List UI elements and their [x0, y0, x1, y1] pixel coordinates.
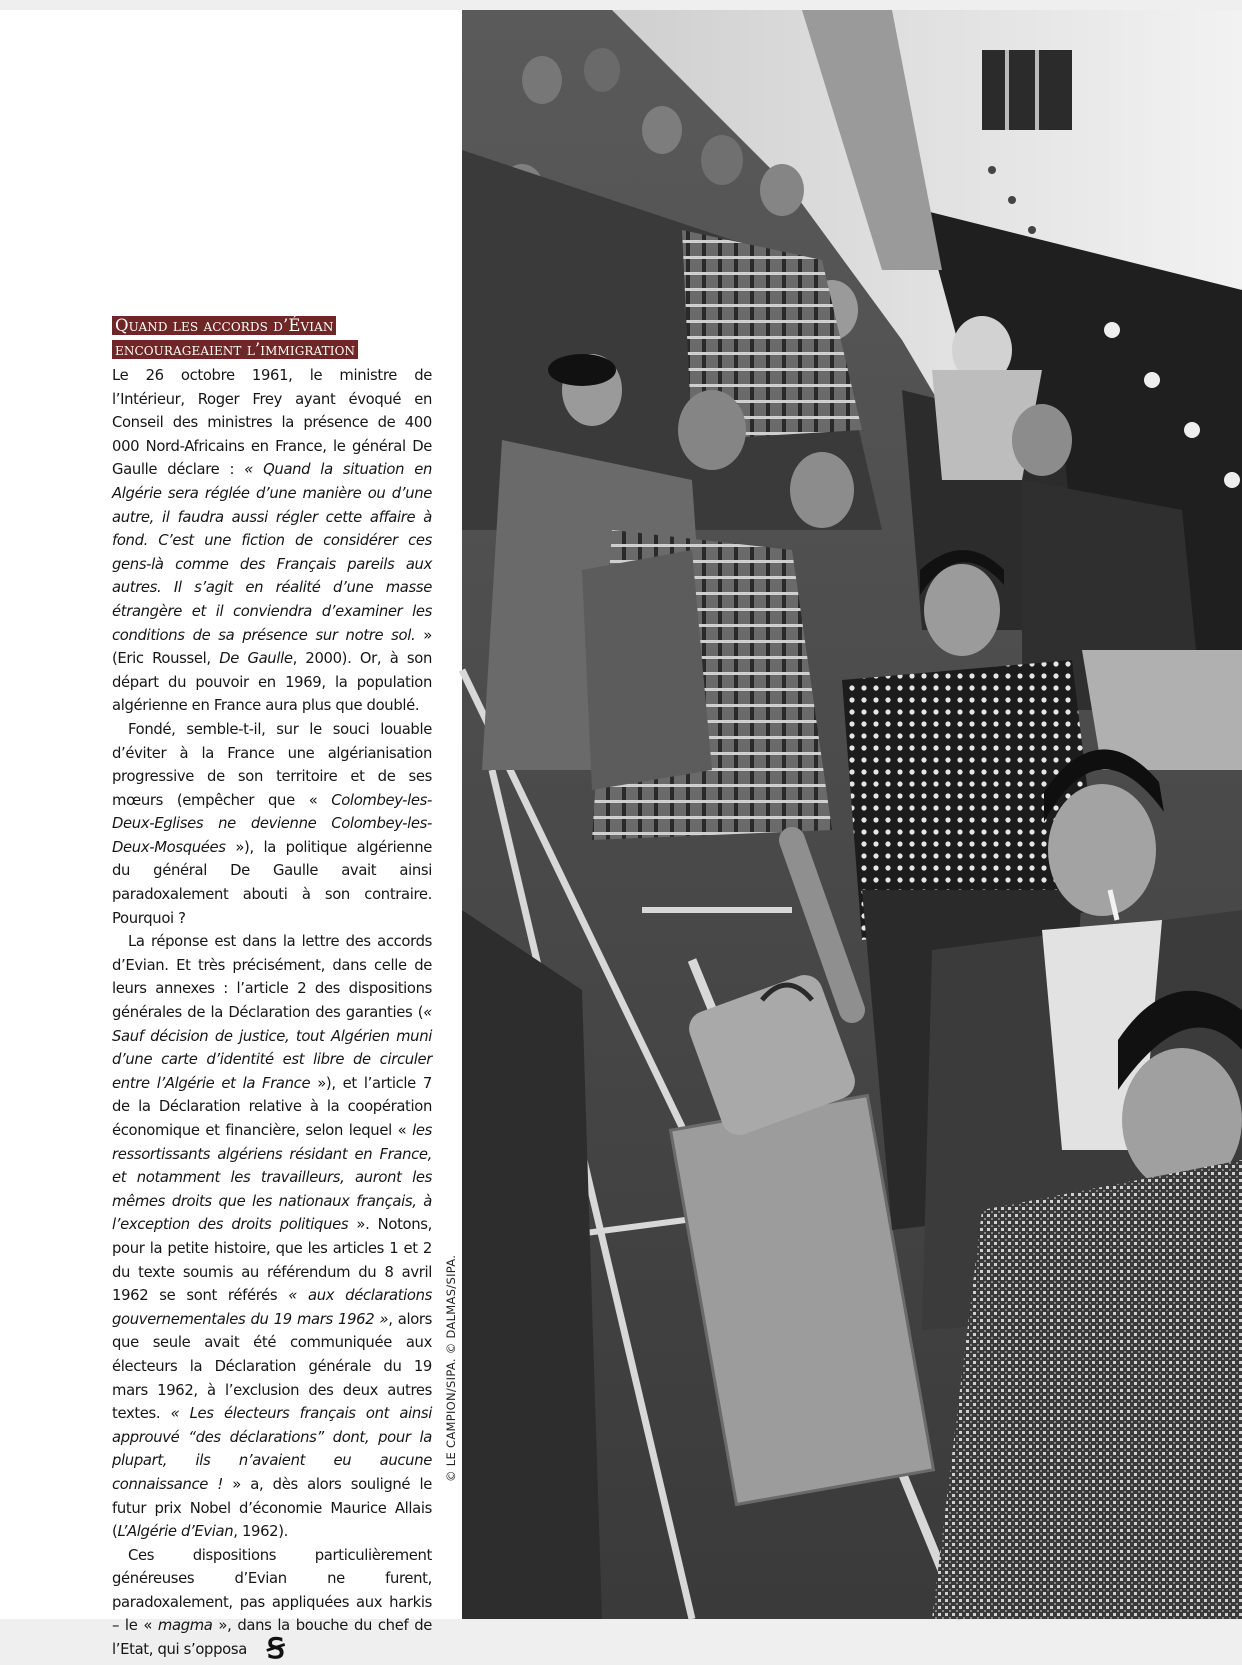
quoted-text: « Les électeurs français ont ainsi approuvé “des déclarations” dont, pour la plupart, ils n’avaient eu aucune connaissance !	[112, 1405, 432, 1493]
body-text-run: », dans la bouche du chef de l’Etat, qui s’opposa	[112, 1617, 432, 1659]
article-paragraph	[112, 364, 432, 718]
article-body	[112, 364, 432, 1665]
body-text-run: , alors que seule avait été communiquée aux électeurs la Déclaration générale du 19 mars 1962, à l’exclusion des deux autres textes.	[112, 1310, 432, 1423]
body-text-run: Ces dispositions particulièrement généreuses d’Evian ne furent, paradoxalement, pas appliquées aux harkis – le «	[112, 1546, 432, 1635]
heading-line-2: encourageaient l’immigration	[112, 340, 358, 359]
magazine-page	[0, 10, 1242, 1665]
section-heading	[112, 314, 432, 362]
quoted-text: « Sauf décision de justice, tout Algérien muni d’une carte d’identité est libre de circuler entre l’Algérie et la France	[112, 1004, 432, 1092]
quoted-text: « Quand la situation en Algérie sera réglée d’une manière ou d’une autre, il faudra aussi régler cette affaire à fond. C’est une fiction de considérer ces gens-là comme des Français pareils aux autres. Il s’agit en réalité d’une masse étrangère et il conviendra d’examiner les conditions de sa présence sur notre sol.	[112, 461, 432, 644]
quoted-text: Colombey-les-Deux-Eglises ne devienne Colombey-les-Deux-Mosquées	[112, 791, 432, 856]
body-text-run: »), et l’article 7 de la Déclaration relative à la coopération économique et financière, selon lequel «	[112, 1074, 432, 1139]
body-text-run: Le 26 octobre 1961, le ministre de l’Intérieur, Roger Frey ayant évoqué en Conseil des ministres la présence de 400 000 Nord-Africains en France, le général De Gaulle déclare :	[112, 367, 432, 479]
quoted-text: magma	[157, 1617, 213, 1635]
body-text-run: »), la politique algérienne du général De Gaulle avait ainsi paradoxalement abouti à son contraire. Pourquoi ?	[112, 838, 432, 927]
body-text-run: Fondé, semble-t-il, sur le souci louable d’éviter à la France une algérianisation progressive de son territoire et de ses mœurs (empêcher que «	[112, 720, 432, 809]
body-text-run: , 2000). Or, à son départ du pouvoir en 1969, la population algérienne en France aura plus que doublé.	[112, 650, 432, 715]
article-paragraph	[112, 930, 432, 1543]
photo-illustration	[462, 10, 1242, 1619]
quoted-text: L’Algérie d’Evian	[117, 1523, 234, 1541]
body-text-run: » a, dès alors souligné le futur prix Nobel d’économie Maurice Allais (	[112, 1475, 432, 1541]
body-text-run: La réponse est dans la lettre des accords d’Evian. Et très précisément, dans celle de leurs annexes : l’article 2 des dispositions générales de la Déclaration des garanties (	[112, 933, 432, 1022]
body-text-run: ». Notons, pour la petite histoire, que les articles 1 et 2 du texte soumis au référendum du 8 avril 1962 se sont référés	[112, 1216, 432, 1305]
quoted-text: les ressortissants algériens résidant en France, et notamment les travailleurs, auront les mêmes droits que les nationaux français, à l’exception des droits politiques	[112, 1122, 432, 1234]
article-paragraph	[112, 1544, 432, 1665]
heading-line-1: Quand les accords d’Évian	[112, 316, 336, 335]
body-text-run: » (Eric Roussel,	[112, 626, 432, 668]
archive-photo	[462, 10, 1242, 1619]
article-paragraph	[112, 718, 432, 930]
quoted-text: « aux déclarations gouvernementales du 19 mars 1962 »	[112, 1287, 432, 1328]
article-column	[112, 314, 432, 1665]
quoted-text: De Gaulle	[219, 650, 293, 668]
body-text-run: , 1962).	[233, 1523, 289, 1541]
end-of-column-mark: Ꞩ	[266, 1632, 285, 1665]
photo-credit: © LE CAMPION/SIPA. © DALMAS/SIPA.	[444, 1254, 458, 1482]
